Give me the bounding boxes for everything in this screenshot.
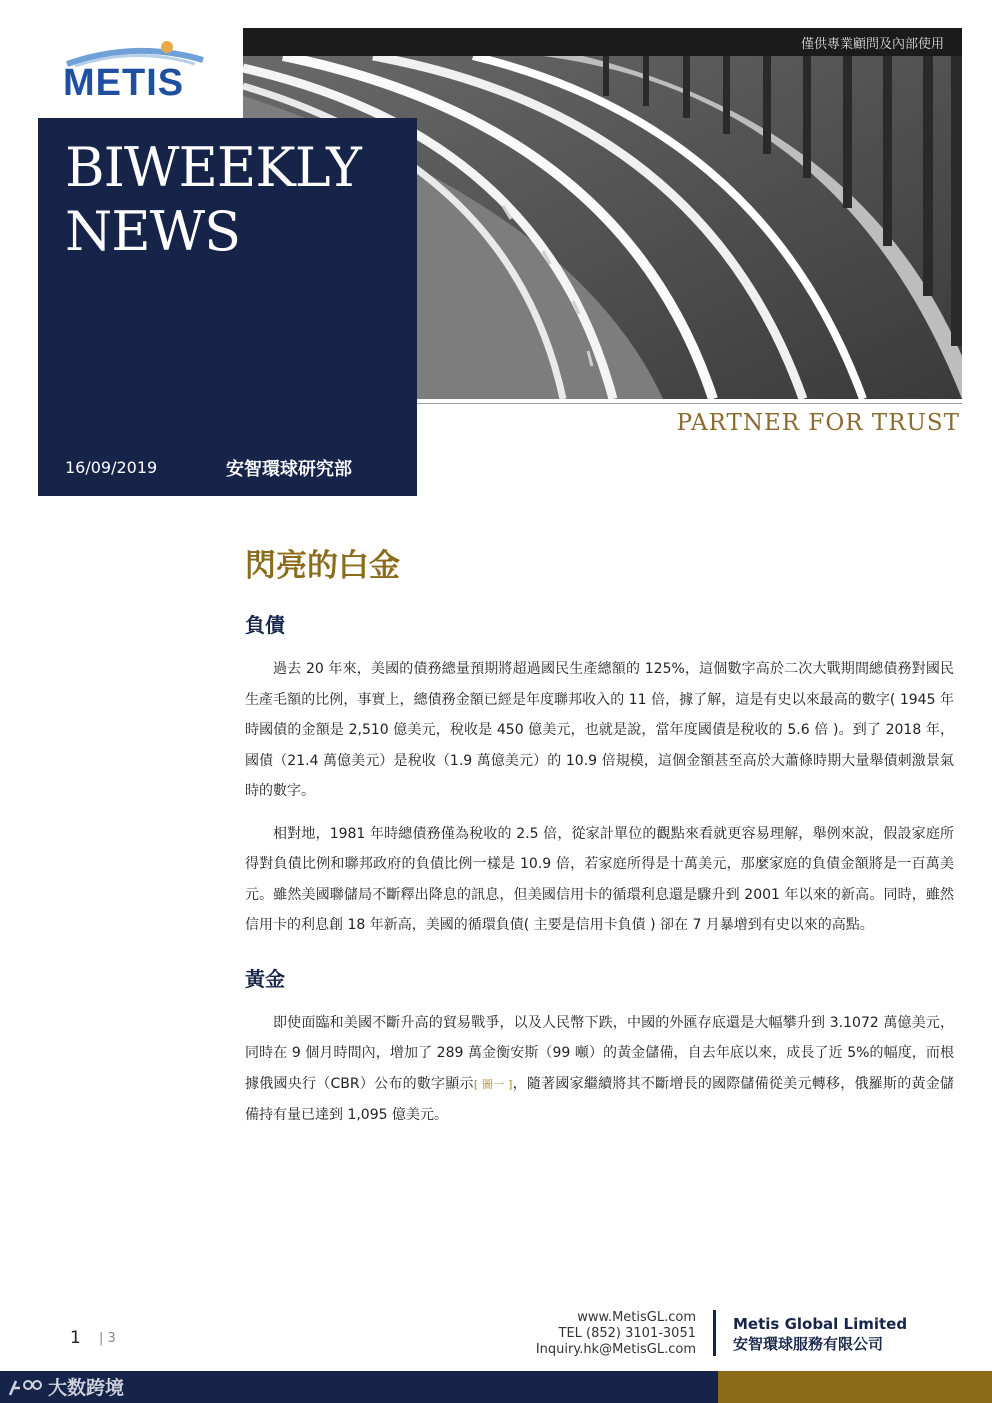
title-block	[38, 118, 417, 496]
page-total: | 3	[99, 1331, 116, 1346]
newsletter-title	[65, 136, 361, 264]
website-link[interactable]: www.MetisGL.com	[577, 1310, 696, 1325]
title-line-1: BIWEEKLY	[65, 136, 361, 199]
company-name-zh: 安智環球服務有限公司	[733, 1335, 884, 1353]
watermark-logo-icon	[8, 1377, 44, 1397]
article	[245, 540, 954, 1143]
footer-bar-gold	[718, 1371, 992, 1403]
page-number: 1	[70, 1328, 81, 1348]
issue-date: 16/09/2019	[65, 458, 158, 477]
company-name-en: Metis Global Limited	[733, 1315, 908, 1333]
watermark-text: 大数跨境	[48, 1377, 125, 1399]
debt-paragraph-1: 過去 20 年來，美國的債務總量預期將超過國民生產總額的 125%，這個數字高於二次大戰期間總債務對國民生產毛額的比例，事實上，總債務金額已經是年度聯邦收入的 11 倍，據了解，這是有史以來最高的數字( 1945 年時國債的金額是 2,510 億美元，稅收是 450 億美元，也就是說，當年度國債是稅收的 5.6 倍 )。到了 2018 年，國債（21.4 萬億美元）是稅收（1.9 萬億美元）的 10.9 倍規模，這個金額甚至高於大蕭條時期大量舉債刺激景氣時的數字。	[245, 661, 954, 799]
figure-reference-link[interactable]: [ 圖一 ]	[473, 1077, 513, 1091]
article-title: 閃亮的白金	[245, 548, 400, 584]
phone-number: TEL (852) 3101-3051	[558, 1326, 696, 1341]
confidential-bar	[243, 28, 962, 56]
metis-logo	[55, 38, 215, 108]
watermark	[8, 1373, 124, 1400]
gold-paragraph-text-b: ，隨著國家繼續將其不斷增長的國際儲備從美元轉移，俄羅斯的黃金儲備持有量已達到 1,095 億美元。	[245, 1075, 955, 1123]
gold-paragraph	[245, 1008, 954, 1131]
debt-paragraph-2: 相對地，1981 年時總債務僅為稅收的 2.5 倍，從家計單位的觀點來看就更容易理解，舉例來說，假設家庭所得對負債比例和聯邦政府的負債比例一樣是 10.9 倍，若家庭所得是十萬美元，那麼家庭的負債金額將是一百萬美元。雖然美國聯儲局不斷釋出降息的訊息，但美國信用卡的循環利息還是驟升到 2001 年以來的新高。同時，雖然信用卡的利息創 18 年新高，美國的循環負債( 主要是信用卡負債 ) 卻在 7 月暴增到有史以來的高點。	[245, 825, 954, 933]
section-heading-gold: 黃金	[245, 966, 285, 991]
contact-info	[536, 1310, 696, 1358]
footer-divider	[713, 1310, 716, 1356]
photo-divider	[417, 403, 962, 404]
title-line-2: NEWS	[65, 200, 241, 263]
confidential-note: 僅供專業顧問及內部使用	[800, 36, 944, 52]
company-name	[733, 1314, 907, 1354]
gold-paragraph-text-a: 即使面臨和美國不斷升高的貿易戰爭，以及人民幣下跌，中國的外匯存底還是大幅攀升到 3.1072 萬億美元，同時在 9 個月時間內，增加了 289 萬金衡安斯（99 噸）的黃金儲備，自去年底以來，成長了近 5%的幅度，而根據俄國央行（CBR）公布的數字顯示	[245, 1014, 954, 1092]
tagline: PARTNER FOR TRUST	[676, 410, 960, 436]
department-name: 安智環球研究部	[226, 459, 352, 480]
section-heading-debt: 負債	[245, 613, 285, 637]
email-link[interactable]: Inquiry.hk@MetisGL.com	[535, 1342, 696, 1357]
logo-text: METIS	[63, 62, 185, 104]
